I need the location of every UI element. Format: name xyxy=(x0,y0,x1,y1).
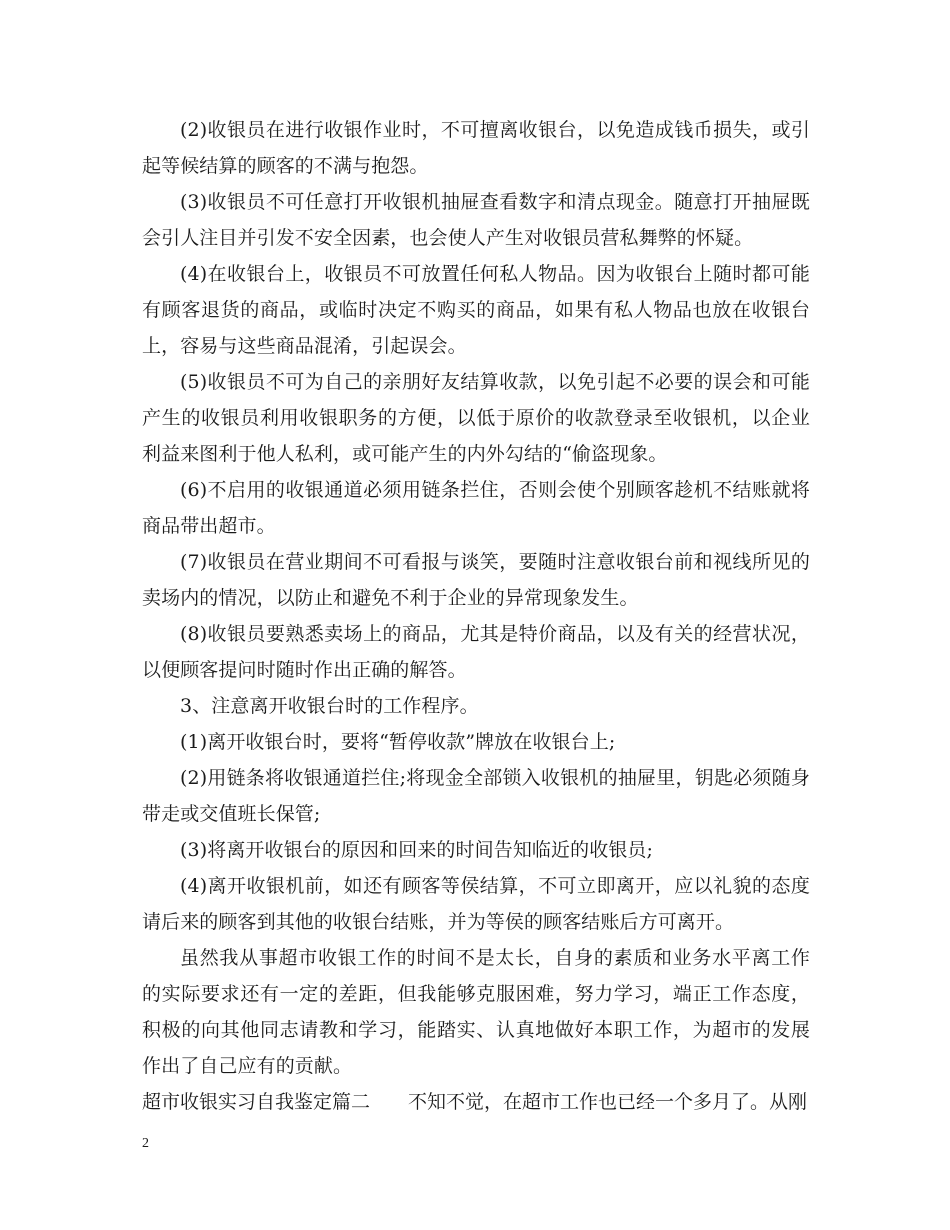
page-number: 2 xyxy=(142,1136,149,1151)
paragraph-rule-8: (8)收银员要熟悉卖场上的商品，尤其是特价商品，以及有关的经营状况，以便顾客提问时随时作出正确的解答。 xyxy=(142,623,810,681)
paragraph-rule-6: (6)不启用的收银通道必须用链条拦住，否则会使个别顾客趁机不结账就将商品带出超市。 xyxy=(142,479,810,537)
section-3-heading: 3、注意离开收银台时的工作程序。 xyxy=(180,695,479,717)
paragraph-rule-5: (5)收银员不可为自己的亲朋好友结算收款，以免引起不必要的误会和可能产生的收银员利用收银职务的方便，以低于原价的收款登录至收银机，以企业利益来图利于他人私利，或可能产生的内外勾结的“偷盗现象。 xyxy=(142,371,810,465)
section-title: 超市收银实习自我鉴定篇二 xyxy=(142,1091,371,1113)
document-body xyxy=(142,112,810,1120)
section-intro: 不知不觉，在超市工作也已经一个多月了。从刚 xyxy=(408,1091,808,1113)
paragraph-leave-step-2: (2)用链条将收银通道拦住;将现金全部锁入收银机的抽屉里，钥匙必须随身带走或交值班长保管; xyxy=(142,767,810,825)
paragraph-rule-7: (7)收银员在营业期间不可看报与谈笑，要随时注意收银台前和视线所见的卖场内的情况，以防止和避免不利于企业的异常现象发生。 xyxy=(142,551,810,609)
paragraph-leave-step-4: (4)离开收银机前，如还有顾客等侯结算，不可立即离开，应以礼貌的态度请后来的顾客到其他的收银台结账，并为等侯的顾客结账后方可离开。 xyxy=(142,875,810,933)
paragraph-rule-3: (3)收银员不可任意打开收银机抽屉查看数字和清点现金。随意打开抽屉既会引人注目并引发不安全因素，也会使人产生对收银员营私舞弊的怀疑。 xyxy=(142,191,810,249)
section-title-line xyxy=(142,1084,810,1120)
paragraph-rule-2: (2)收银员在进行收银作业时，不可擅离收银台，以免造成钱币损失，或引起等候结算的顾客的不满与抱怨。 xyxy=(142,119,810,177)
paragraph-summary: 虽然我从事超市收银工作的时间不是太长，自身的素质和业务水平离工作的实际要求还有一定的差距，但我能够克服困难，努力学习，端正工作态度，积极的向其他同志请教和学习，能踏实、认真地做好本职工作，为超市的发展作出了自己应有的贡献。 xyxy=(142,947,810,1077)
paragraph-rule-4: (4)在收银台上，收银员不可放置任何私人物品。因为收银台上随时都可能有顾客退货的商品，或临时决定不购买的商品，如果有私人物品也放在收银台上，容易与这些商品混淆，引起误会。 xyxy=(142,263,810,357)
paragraph-leave-step-3: (3)将离开收银台的原因和回来的时间告知临近的收银员; xyxy=(180,839,654,861)
paragraph-leave-step-1: (1)离开收银台时，要将“暂停收款”牌放在收银台上; xyxy=(180,731,616,753)
